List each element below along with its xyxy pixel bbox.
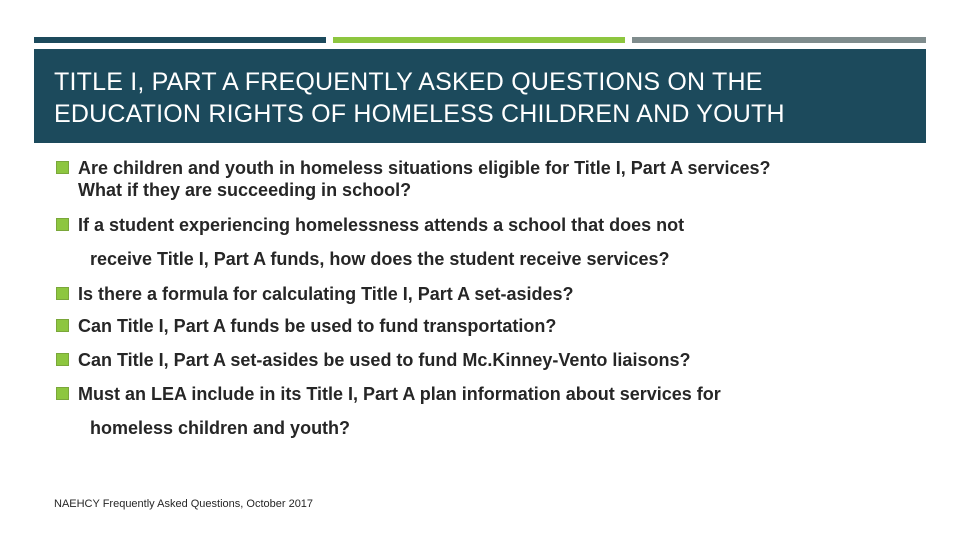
question-text: Are children and youth in homeless situations eligible for Title I, Part A services? xyxy=(78,158,771,178)
checkbox-bullet-icon xyxy=(56,353,69,366)
top-stripe-dark xyxy=(34,37,326,43)
checkbox-bullet-icon xyxy=(56,161,69,174)
slide-title xyxy=(54,66,926,130)
question-item xyxy=(56,157,771,201)
question-text: Must an LEA include in its Title I, Part A plan information about services for xyxy=(78,384,721,404)
question-item xyxy=(56,315,556,337)
question-text: Can Title I, Part A set-asides be used to fund Mc.Kinney-Vento liaisons? xyxy=(78,350,691,370)
slide-title-line-2: EDUCATION RIGHTS OF HOMELESS CHILDREN AND YOUTH xyxy=(54,100,785,128)
question-text-continued: homeless children and youth? xyxy=(90,418,351,438)
top-stripe-green xyxy=(333,37,625,43)
question-text: If a student experiencing homelessness attends a school that does not xyxy=(78,215,685,235)
slide-title-line-1: TITLE I, PART A FREQUENTLY ASKED QUESTIONS ON THE xyxy=(54,68,763,96)
title-bar xyxy=(34,49,926,143)
checkbox-bullet-icon xyxy=(56,218,69,231)
footer-source: NAEHCY Frequently Asked Questions, October 2017 xyxy=(54,498,314,510)
question-item xyxy=(56,349,690,371)
question-text-continued: What if they are succeeding in school? xyxy=(78,180,412,200)
question-item xyxy=(56,283,573,305)
top-stripe-gray xyxy=(632,37,926,43)
question-item xyxy=(56,383,721,439)
checkbox-bullet-icon xyxy=(56,387,69,400)
question-text-continued: receive Title I, Part A funds, how does the student receive services? xyxy=(90,249,670,269)
checkbox-bullet-icon xyxy=(56,319,69,332)
checkbox-bullet-icon xyxy=(56,287,69,300)
question-text: Is there a formula for calculating Title I, Part A set-asides? xyxy=(78,284,574,304)
question-item xyxy=(56,214,684,270)
question-text: Can Title I, Part A funds be used to fund transportation? xyxy=(78,316,557,336)
